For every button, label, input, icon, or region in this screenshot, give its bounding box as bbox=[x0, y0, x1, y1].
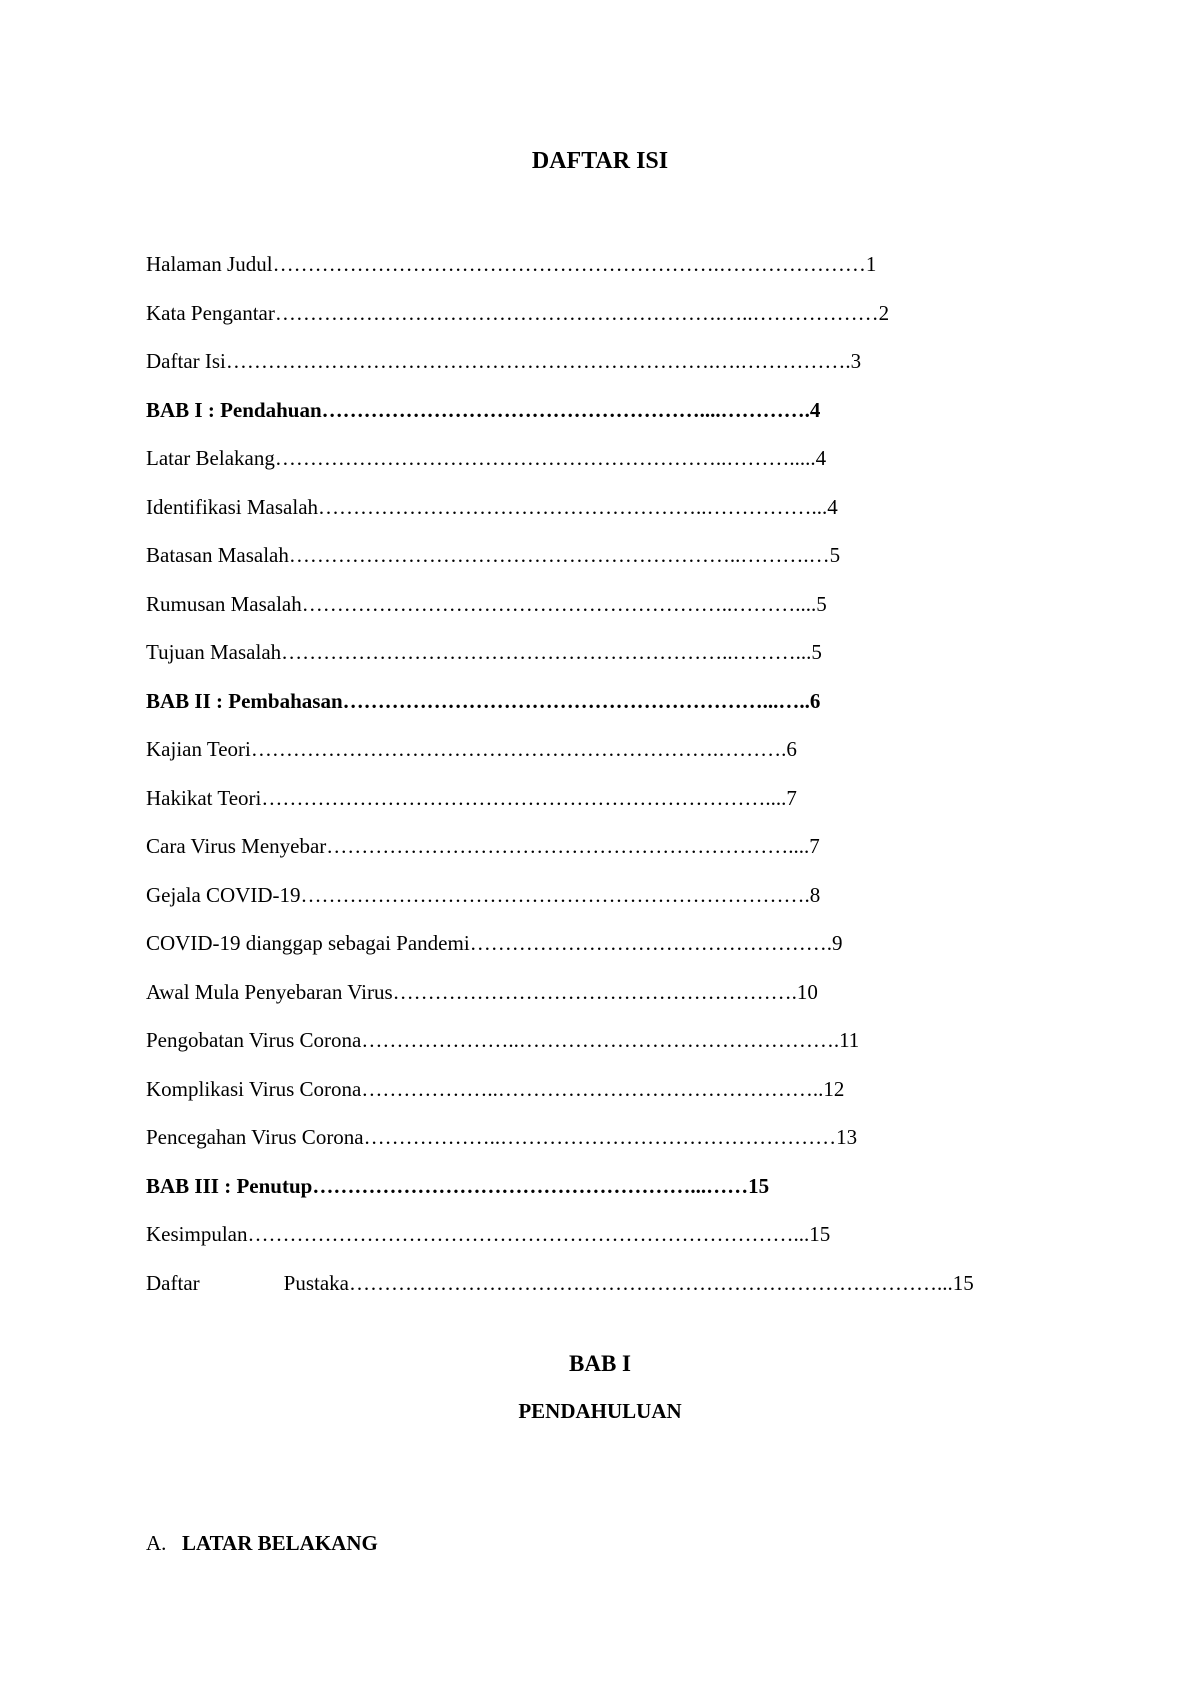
toc-dot-leader: ……………………………………………………….…..……………… bbox=[274, 300, 879, 325]
section-heading bbox=[146, 1529, 378, 1557]
toc-dot-leader: ………………..………………………………………… bbox=[363, 1125, 837, 1149]
toc-entry bbox=[146, 541, 1066, 590]
toc-entry-label: Kata Pengantar bbox=[146, 300, 275, 325]
toc-dot-leader: ………………………………………………...…… bbox=[312, 1173, 749, 1198]
toc-page-number: 10 bbox=[796, 979, 818, 1004]
toc-entry-label: COVID-19 dianggap sebagai Pandemi bbox=[146, 931, 470, 955]
toc-dot-leader: ……………………………………………………...….. bbox=[342, 688, 810, 713]
toc-entry bbox=[146, 444, 1066, 493]
toc-page-number: 6 bbox=[786, 737, 797, 761]
toc-page-number: 3 bbox=[850, 349, 862, 373]
toc-dot-leader: ……………………………………………………………………... bbox=[247, 1222, 810, 1246]
section-title: LATAR BELAKANG bbox=[182, 1531, 378, 1555]
toc-dot-leader: ……………………………………………………………….... bbox=[261, 785, 787, 810]
toc-dot-leader: ………………………………………………………..………..... bbox=[274, 446, 816, 470]
toc-dot-leader: …………………………………………………. bbox=[392, 979, 797, 1004]
toc-entry bbox=[146, 347, 1066, 396]
toc-entry-label: Hakikat Teori bbox=[146, 785, 262, 810]
toc-page-number: 2 bbox=[878, 300, 890, 325]
toc-dot-leader: ……………………………………………………..……….... bbox=[301, 591, 817, 616]
toc-entry bbox=[146, 1220, 1066, 1269]
toc-entry bbox=[146, 638, 1066, 687]
toc-page-number: 5 bbox=[816, 591, 827, 616]
toc-entry-label: Batasan Masalah bbox=[146, 543, 289, 567]
toc-dot-leader: ………………………………………………………..……….… bbox=[288, 543, 830, 567]
toc-page-number: 7 bbox=[809, 834, 820, 858]
toc-entry-label: Latar Belakang bbox=[146, 446, 275, 470]
toc-dot-leader: ………………………………………………………….………. bbox=[250, 737, 787, 761]
toc-entry-label bbox=[146, 1271, 349, 1295]
toc-dot-leader: ………………………………………………………….... bbox=[326, 834, 810, 858]
toc-entry-label: Halaman Judul bbox=[146, 252, 273, 276]
toc-page-number: 15 bbox=[748, 1173, 770, 1198]
toc-entry-label: Gejala COVID-19 bbox=[146, 882, 301, 907]
toc-page-number: 4 bbox=[815, 446, 827, 470]
toc-entry bbox=[146, 735, 1066, 784]
toc-dot-leader: ……………………………………………………….………………… bbox=[272, 252, 866, 276]
toc-entry bbox=[146, 250, 1066, 299]
toc-dot-leader: …………………………………………………………….….……………. bbox=[225, 349, 851, 373]
section-letter: A. bbox=[146, 1531, 167, 1555]
toc-dot-leader: …………………………………………………………………………... bbox=[348, 1270, 953, 1295]
toc-page-number: 5 bbox=[829, 543, 841, 567]
toc-entry bbox=[146, 978, 1066, 1027]
toc-entry-label: Komplikasi Virus Corona bbox=[146, 1076, 362, 1101]
toc-page-number: 8 bbox=[809, 882, 821, 907]
toc-page-number: 15 bbox=[952, 1270, 974, 1295]
toc-entry-label: Kajian Teori bbox=[146, 737, 251, 761]
toc-entry bbox=[146, 832, 1066, 881]
toc-dot-leader: ………………………………………………..……………... bbox=[318, 494, 828, 519]
toc-page-number: 9 bbox=[831, 931, 843, 955]
toc-entry bbox=[146, 396, 1066, 445]
toc-entry bbox=[146, 1172, 1066, 1221]
toc-page-number: 5 bbox=[811, 640, 822, 664]
table-of-contents bbox=[146, 250, 1066, 1317]
toc-page-number: 7 bbox=[786, 785, 797, 810]
toc-entry-label: BAB III : Penutup bbox=[146, 1173, 313, 1198]
toc-page-number: 4 bbox=[809, 397, 821, 422]
toc-entry-label: Pencegahan Virus Corona bbox=[146, 1125, 364, 1149]
toc-dot-leader: ………………………………………………....…………. bbox=[321, 397, 810, 422]
toc-dot-leader: ………………………………………………………………. bbox=[300, 882, 810, 907]
toc-entry bbox=[146, 1123, 1066, 1172]
toc-entry bbox=[146, 687, 1066, 736]
toc-page-number: 13 bbox=[836, 1125, 858, 1149]
page-title: DAFTAR ISI bbox=[531, 148, 669, 174]
toc-page-number: 6 bbox=[809, 688, 821, 713]
toc-page-number: 15 bbox=[809, 1222, 831, 1246]
toc-entry-label: BAB II : Pembahasan bbox=[146, 688, 343, 713]
toc-entry bbox=[146, 1026, 1066, 1075]
toc-entry bbox=[146, 590, 1066, 639]
toc-entry-label: Pengobatan Virus Corona bbox=[146, 1028, 362, 1052]
toc-page-number: 4 bbox=[827, 494, 838, 519]
toc-dot-leader: …………………..………………………………………. bbox=[361, 1028, 840, 1052]
chapter-title: PENDAHULUAN bbox=[518, 1399, 682, 1423]
toc-dot-leader: ………………..……………………………………….. bbox=[361, 1076, 824, 1101]
toc-entry bbox=[146, 1075, 1066, 1124]
toc-entry bbox=[146, 929, 1066, 978]
toc-entry-label: Kesimpulan bbox=[146, 1222, 248, 1246]
toc-page-number: 12 bbox=[823, 1076, 845, 1101]
toc-page-number: 11 bbox=[839, 1028, 860, 1052]
toc-entry-label: BAB I : Pendahuan bbox=[146, 397, 322, 422]
toc-entry-label-part: Pustaka bbox=[283, 1270, 349, 1295]
toc-entry bbox=[146, 881, 1066, 930]
toc-dot-leader: ……………………………………………. bbox=[469, 931, 832, 955]
toc-entry bbox=[146, 299, 1066, 348]
chapter-number: BAB I bbox=[569, 1351, 631, 1376]
toc-entry-label: Cara Virus Menyebar bbox=[146, 834, 327, 858]
toc-page-number: 1 bbox=[865, 252, 877, 276]
toc-entry bbox=[146, 784, 1066, 833]
toc-entry-label: Tujuan Masalah bbox=[146, 640, 282, 664]
toc-entry-label: Daftar Isi bbox=[146, 349, 226, 373]
toc-dot-leader: ………………………………………………………..………... bbox=[281, 640, 812, 664]
toc-entry bbox=[146, 1269, 1066, 1318]
toc-entry bbox=[146, 493, 1066, 542]
toc-entry-label: Rumusan Masalah bbox=[146, 591, 302, 616]
toc-entry-label: Awal Mula Penyebaran Virus bbox=[146, 979, 393, 1004]
toc-entry-label: Identifikasi Masalah bbox=[146, 494, 319, 519]
toc-entry-label-part: Daftar bbox=[146, 1270, 200, 1295]
